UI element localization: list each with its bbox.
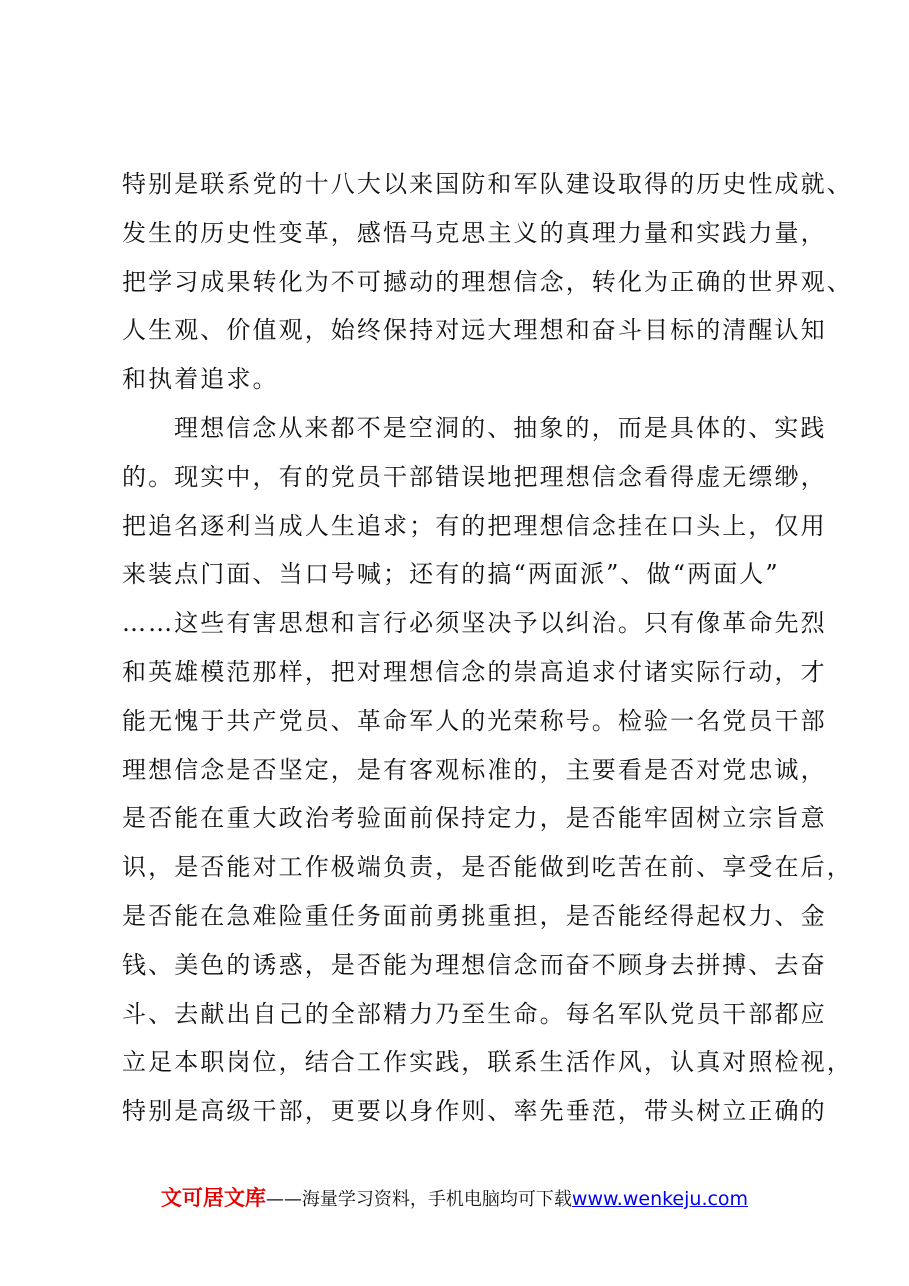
- text-line: 理想信念是否坚定，是有客观标准的，主要看是否对党忠诚，: [122, 755, 827, 784]
- text-line: 把追名逐利当成人生追求；有的把理想信念挂在口头上，仅用: [122, 511, 827, 540]
- text-line: 和执着追求。: [122, 365, 279, 394]
- footer-tagline: ——海量学习资料，手机电脑均可下载: [265, 1189, 572, 1210]
- document-body: [122, 160, 853, 1136]
- text-line: 能无愧于共产党员、革命军人的光荣称号。检验一名党员干部: [122, 706, 827, 735]
- brand-name: 文可居文库: [160, 1186, 266, 1210]
- text-line: 斗、去献出自己的全部精力乃至生命。每名军队党员干部都应: [122, 999, 827, 1028]
- footer-banner: [0, 1182, 909, 1214]
- text-line: 特别是联系党的十八大以来国防和军队建设取得的历史性成就、: [122, 170, 853, 198]
- text-line: 和英雄模范那样，把对理想信念的崇高追求付诸实际行动，才: [122, 657, 827, 686]
- text-line: 人生观、价值观，始终保持对远大理想和奋斗目标的清醒认知: [122, 316, 827, 345]
- text-line: 来装点门面、当口号喊；还有的搞“两面派”、做“两面人”: [122, 560, 780, 589]
- text-line: 是否能在急难险重任务面前勇挑重担，是否能经得起权力、金: [122, 901, 827, 930]
- text-line: 的。现实中，有的党员干部错误地把理想信念看得虚无缥缈，: [122, 462, 827, 491]
- text-line: 识，是否能对工作极端负责，是否能做到吃苦在前、享受在后，: [122, 853, 853, 882]
- text-line: 发生的历史性变革，感悟马克思主义的真理力量和实践力量，: [122, 218, 827, 247]
- paragraph-first-line: 理想信念从来都不是空洞的、抽象的，而是具体的、实践: [174, 413, 827, 442]
- website-link[interactable]: www.wenkeju.com: [571, 1188, 749, 1210]
- text-line: ……这些有害思想和言行必须坚决予以纠治。只有像革命先烈: [122, 609, 827, 638]
- text-line: 立足本职岗位，结合工作实践，联系生活作风，认真对照检视，: [122, 1048, 853, 1077]
- text-line: 是否能在重大政治考验面前保持定力，是否能牢固树立宗旨意: [122, 804, 827, 833]
- text-line: 钱、美色的诱惑，是否能为理想信念而奋不顾身去拼搏、去奋: [122, 950, 827, 979]
- text-line: 特别是高级干部，更要以身作则、率先垂范，带头树立正确的: [122, 1097, 827, 1126]
- text-line: 把学习成果转化为不可撼动的理想信念，转化为正确的世界观、: [122, 267, 853, 296]
